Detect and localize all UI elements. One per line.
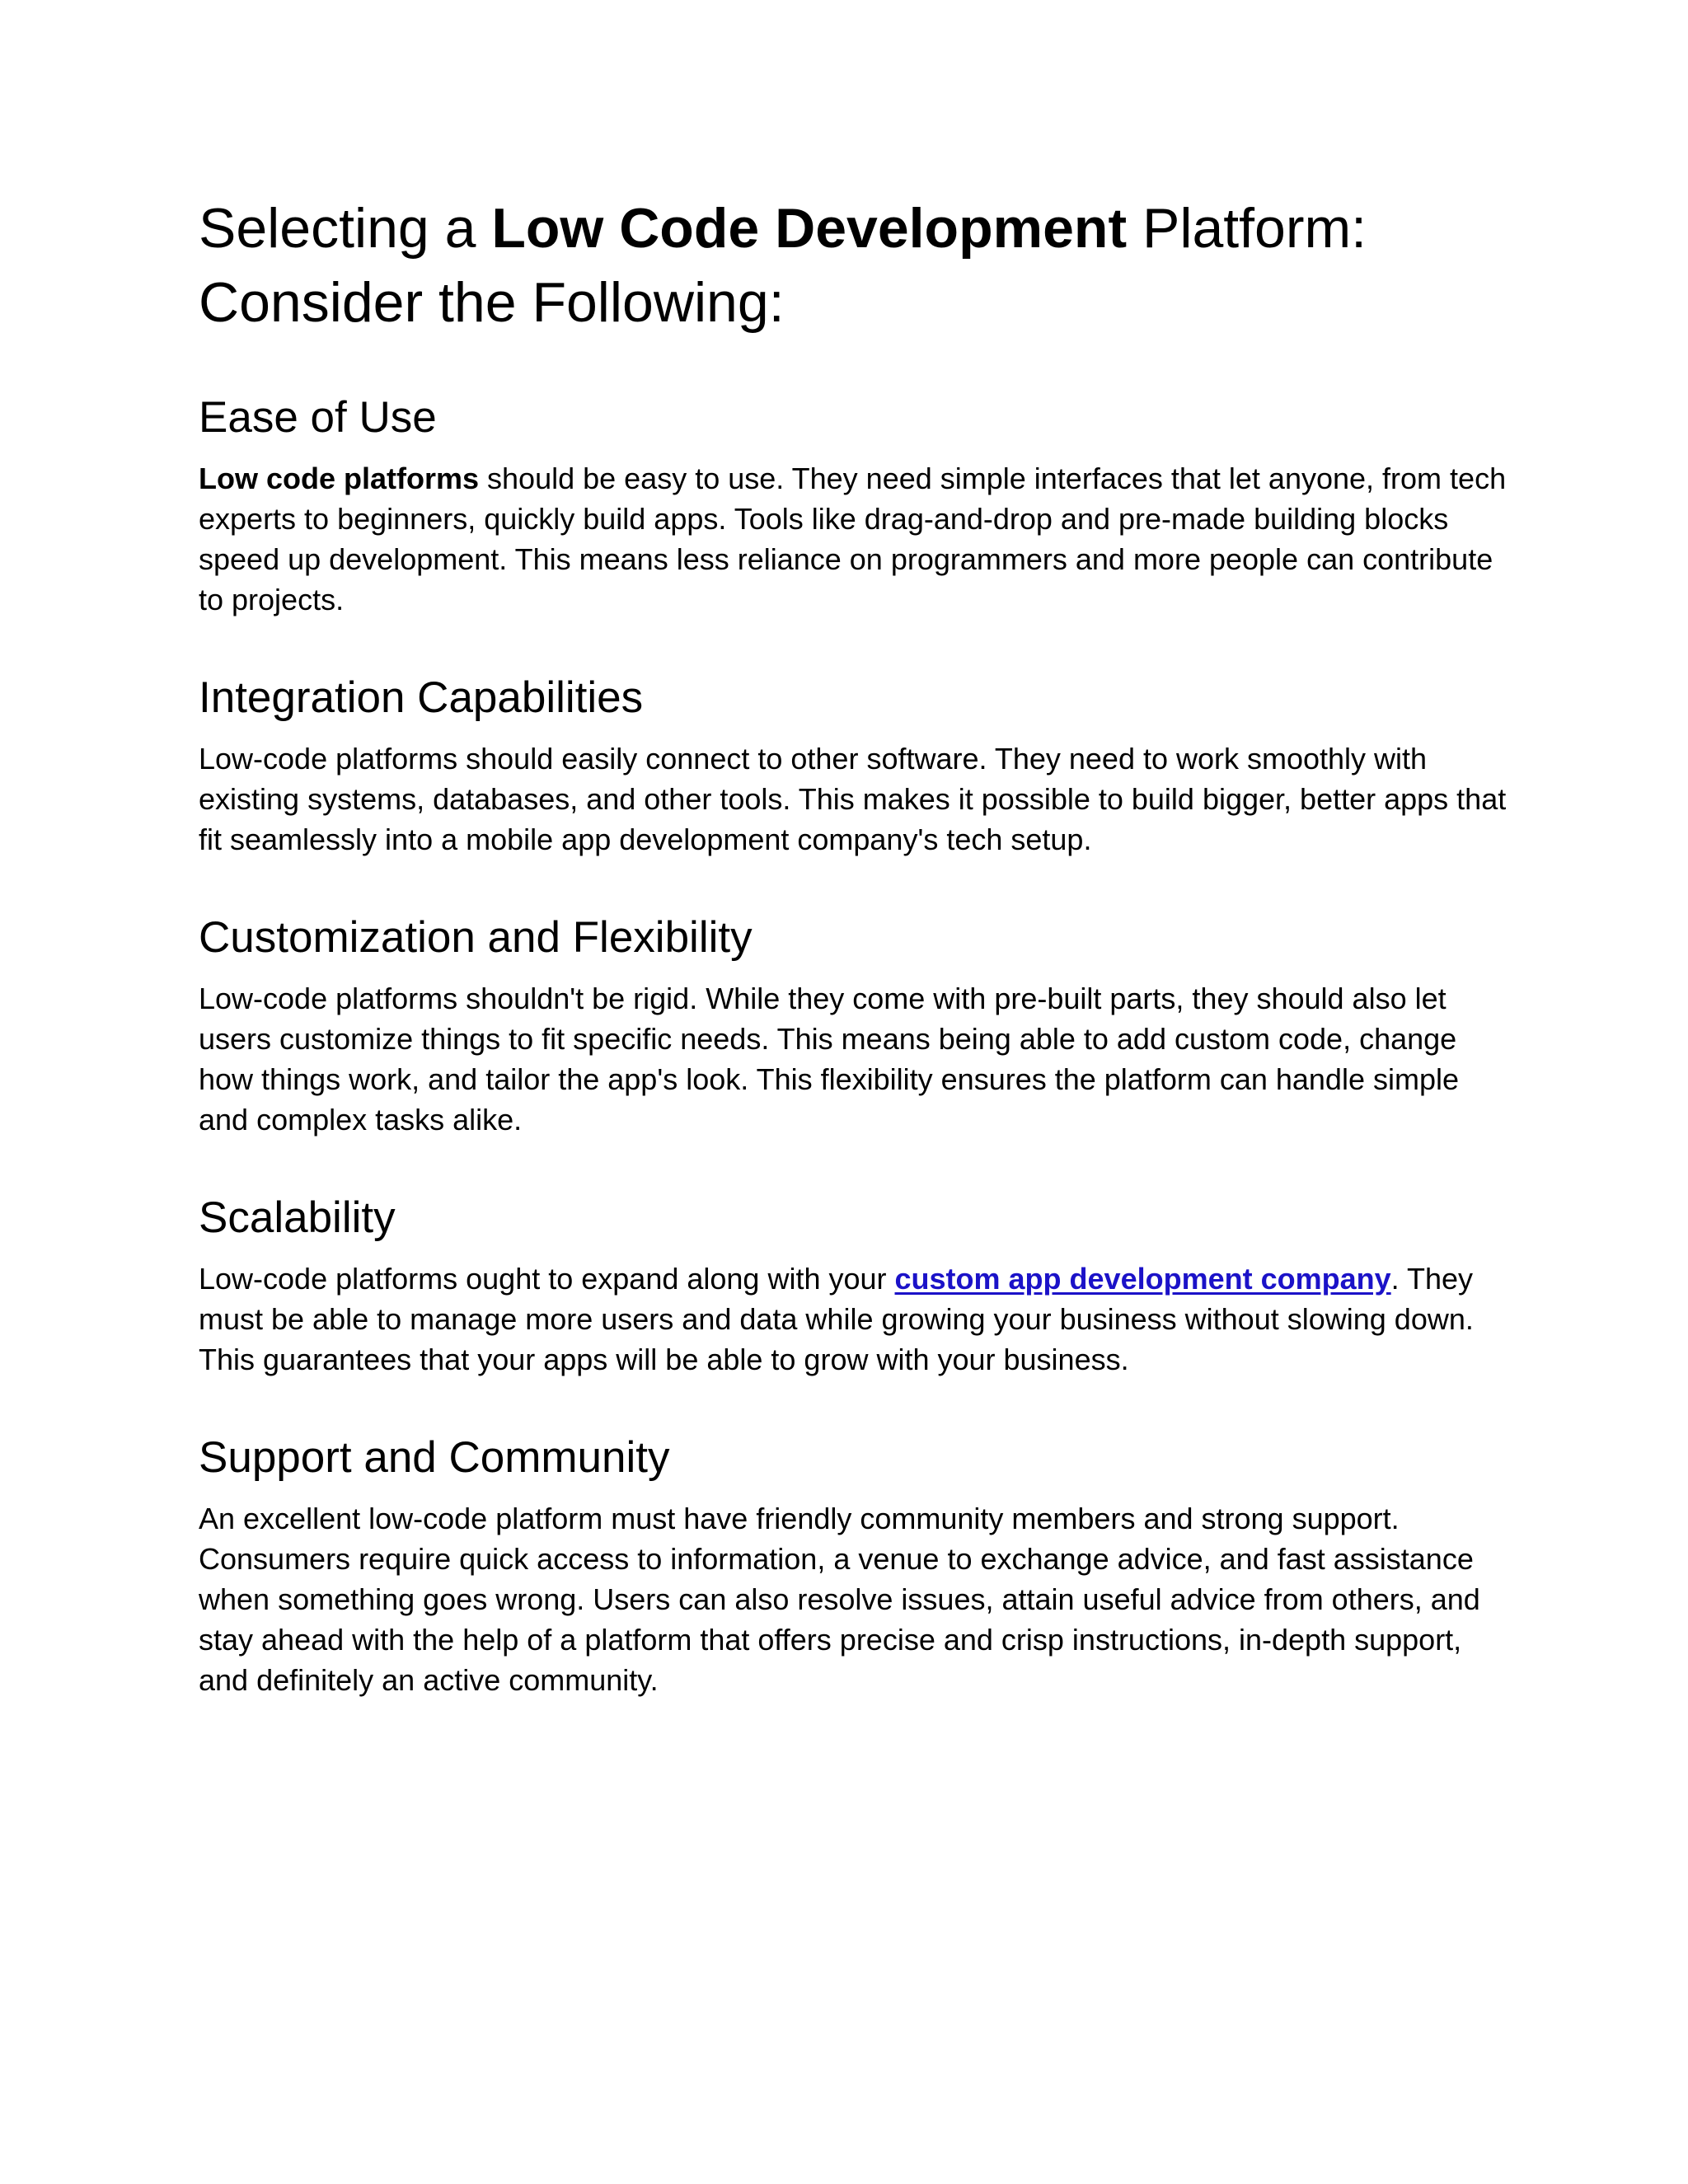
section-heading: Integration Capabilities <box>199 673 644 722</box>
section-body: Low-code platforms shouldn't be rigid. While they come with pre-built parts, they should also let users customize things to fit specific needs. This means being able to add custom code, change how things work, and tailor the app's look. This flexibility ensures the platform can handle simple and complex tasks alike. <box>199 982 1459 1137</box>
title-suffix: Platform: Consider the Following: <box>199 197 1367 334</box>
section-support-community <box>199 1431 1509 1700</box>
section-customization-flexibility <box>199 911 1509 1140</box>
document-page <box>199 191 1509 1751</box>
section-ease-of-use <box>199 391 1509 620</box>
body-lead-bold: Low code platforms <box>199 462 480 495</box>
section-heading: Customization and Flexibility <box>199 913 753 962</box>
section-body <box>199 458 1509 620</box>
section-heading: Support and Community <box>199 1433 670 1482</box>
body-text-before-link: Low-code platforms ought to expand along with your <box>199 1262 895 1296</box>
section-body: Low-code platforms should easily connect to other software. They need to work smoothly with existing systems, databases, and other tools. This makes it possible to build bigger, better apps that fit seamlessly into a mobile app development company's tech setup. <box>199 742 1507 856</box>
title-bold: Low Code Development <box>491 197 1128 260</box>
section-body <box>199 1258 1509 1380</box>
section-body: An excellent low-code platform must have friendly community members and strong support. Consumers require quick access to information, a venue to exchange advice, and fast assistance when something goes wrong. Users can also resolve issues, attain useful advice from others, and stay ahead with the help of a platform that offers precise and crisp instructions, in-depth support, and definitely an active community. <box>199 1502 1480 1697</box>
body-text: should be easy to use. They need simple interfaces that let anyone, from tech experts to beginners, quickly build apps. Tools like drag-and-drop and pre-made building blocks speed up development. This means less reliance on programmers and more people can contribute to projects. <box>199 462 1507 616</box>
title-prefix: Selecting a <box>199 197 492 260</box>
section-heading: Scalability <box>199 1193 396 1242</box>
section-integration-capabilities <box>199 671 1509 860</box>
body-text-after-link: . They must be able to manage more users and data while growing your business without slowing down. This guarantees that your apps will be able to grow with your business. <box>199 1262 1474 1376</box>
custom-app-development-link[interactable]: custom app development company <box>894 1262 1391 1296</box>
section-scalability <box>199 1191 1509 1380</box>
section-heading: Ease of Use <box>199 393 437 442</box>
page-title <box>199 191 1509 340</box>
